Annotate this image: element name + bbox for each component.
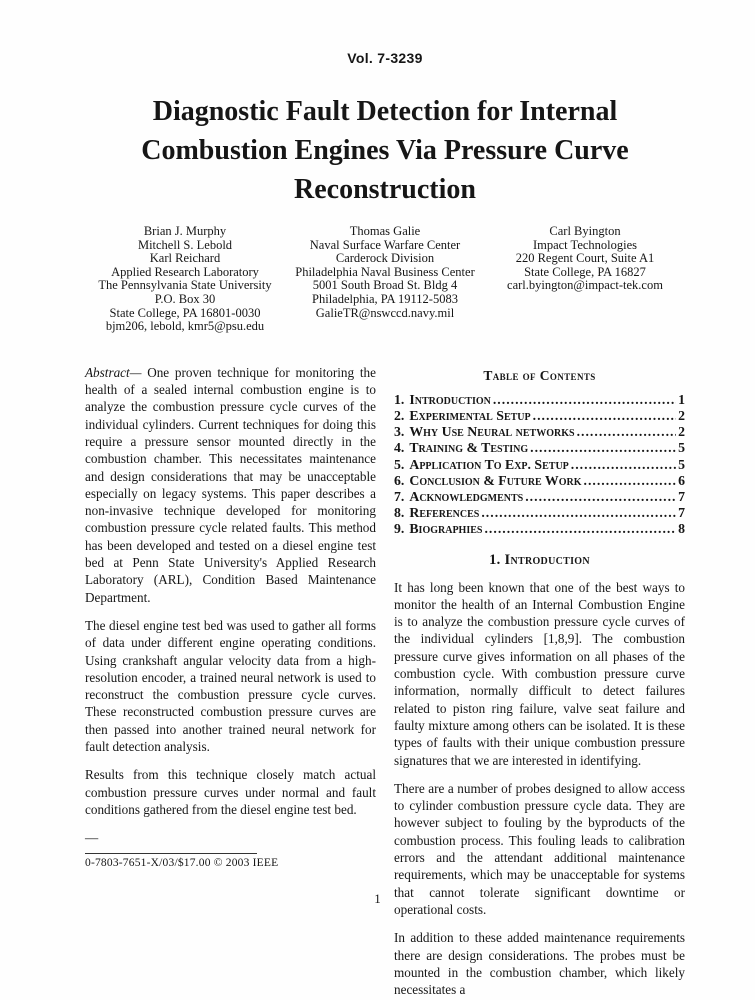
author-block-murphy	[85, 225, 285, 334]
abstract-end-dash: —	[85, 830, 99, 846]
toc-item	[394, 521, 685, 537]
footer-rule	[85, 853, 257, 854]
abstract-paragraph-2: The diesel engine test bed was used to gather all forms of data under different engine operating conditions. Using crankshaft angular velocity data from a high-resolution encoder, a trained neural network is used to reconstruct the combustion pressure cycle curves. These reconstructed combustion pressure curves are then passed into another trained neural network for fault detection analysis.	[85, 617, 376, 754]
author-line: Philadelphia, PA 19112-5083	[312, 291, 458, 306]
toc-item-page: 7	[678, 488, 685, 504]
toc-leader-dots	[577, 424, 677, 440]
author-line: Philadelphia Naval Business Center	[295, 264, 475, 279]
abstract-paragraph-1	[85, 364, 376, 606]
toc-item	[394, 505, 685, 521]
toc-leader-dots	[584, 473, 677, 489]
author-block-byington	[485, 225, 685, 334]
toc-leader-dots	[571, 457, 676, 473]
author-line: Naval Surface Warfare Center	[309, 237, 461, 252]
author-line: Karl Reichard	[149, 251, 221, 266]
intro-paragraph-2: There are a number of probes designed to allow access to cylinder combustion pressure cycle data. They are however subject to fouling by the byproducts of the combustion process. This fouling leads to calibration errors and the attendant additional maintenance requirements, which may be unacceptable for systems that cannot tolerate significant downtime or operational costs.	[394, 780, 685, 917]
author-line: Thomas Galie	[349, 224, 421, 238]
intro-heading: 1. Introduction	[489, 551, 590, 568]
toc-leader-dots	[481, 505, 676, 521]
toc-item-page: 5	[678, 456, 685, 472]
author-line: 5001 South Broad St. Bldg 4	[312, 278, 458, 293]
toc-item-number: 1.	[394, 391, 405, 407]
toc-item	[394, 408, 685, 424]
volume-label: Vol. 7-3239	[347, 50, 423, 66]
author-line: Mitchell S. Lebold	[137, 237, 233, 252]
toc-item-number: 8.	[394, 505, 405, 521]
author-line: State College, PA 16827	[524, 264, 646, 279]
toc-item-page: 1	[678, 391, 685, 407]
toc-item-page: 8	[678, 521, 685, 537]
intro-section	[394, 579, 685, 999]
author-line: State College, PA 16801-0030	[109, 305, 261, 320]
toc-item	[394, 489, 685, 505]
toc-item	[394, 457, 685, 473]
toc-item	[394, 424, 685, 440]
toc-item-label: References	[409, 505, 480, 521]
toc-item-page: 2	[678, 424, 685, 440]
toc-item	[394, 473, 685, 489]
toc-item-label: Why Use Neural networks	[409, 424, 575, 440]
toc-item-page: 5	[678, 440, 685, 456]
toc-item-page: 6	[678, 472, 685, 488]
author-block-galie	[285, 225, 485, 334]
author-line: The Pennsylvania State University	[98, 278, 272, 293]
intro-paragraph-3: In addition to these added maintenance requirements there are design considerations. The probes must be mounted in the combustion chamber, which likely necessitates a	[394, 930, 685, 998]
toc-item-number: 5.	[394, 456, 405, 472]
toc-item-label: Biographies	[409, 521, 483, 537]
toc-item-label: Introduction	[409, 391, 491, 407]
author-line: GalieTR@nswccd.navy.mil	[315, 305, 455, 320]
toc-leader-dots	[530, 440, 676, 456]
author-line: 220 Regent Court, Suite A1	[515, 251, 655, 266]
toc-leader-dots	[525, 489, 676, 505]
author-line: carl.byington@impact-tek.com	[507, 278, 663, 293]
toc-item-label: Application To Exp. Setup	[409, 456, 569, 472]
author-blocks	[85, 225, 685, 334]
toc-leader-dots	[484, 521, 676, 537]
toc-item-label: Acknowledgments	[409, 488, 524, 504]
author-line: Carderock Division	[335, 251, 435, 266]
toc-item-number: 3.	[394, 424, 405, 440]
abstract-text-1: One proven technique for monitoring the health of a sealed internal combustion engine is to analyze the combustion pressure cycle curves of the individual cylinders. Current techniques for doing this require a pressure sensor mounted directly in the combustion chamber. This necessitates maintenance and design considerations that may be unacceptable especially on legacy systems. This paper describes a non-invasive technique developed for monitoring combustion pressure cycle related faults. This method has been developed and tested on a diesel engine test bed at Penn State University's Applied Research Laboratory (ARL), Condition Based Maintenance Department.	[85, 364, 376, 605]
toc-leader-dots	[493, 392, 676, 408]
toc-item-number: 4.	[394, 440, 405, 456]
toc-item-page: 2	[678, 407, 685, 423]
intro-paragraph-1: It has long been known that one of the best ways to monitor the health of an Internal Combustion Engine is to analyze the combustion pressure cycle curves of the individual cylinders [1,8,9]. The combustion pressure curve gives information on all phases of the combustion cycle. With combustion pressure curve information, normally difficult to detect failures related to piston ring failure, valve seat failure and faulty mixture among others can be isolated. It is these types of faults with their unique combustion pressure signatures that we are interested in identifying.	[394, 579, 685, 768]
toc-item-number: 9.	[394, 521, 405, 537]
author-line: bjm206, lebold, kmr5@psu.edu	[105, 319, 265, 334]
paper-title: Diagnostic Fault Detection for Internal Combustion Engines Via Pressure Curve Reconstruction	[141, 96, 629, 205]
page-number: 1	[374, 891, 381, 906]
toc-item-number: 6.	[394, 472, 405, 488]
toc-item-label: Experimental Setup	[409, 407, 531, 423]
toc-item-label: Conclusion & Future Work	[409, 472, 582, 488]
author-line: Impact Technologies	[532, 237, 638, 252]
author-line: Carl Byington	[549, 224, 621, 238]
abstract-lead: Abstract—	[85, 364, 142, 380]
toc-heading: Table of Contents	[483, 367, 596, 383]
author-line: Applied Research Laboratory	[111, 264, 259, 279]
toc-item	[394, 440, 685, 456]
toc-item	[394, 392, 685, 408]
toc-list	[394, 392, 685, 538]
toc-leader-dots	[533, 408, 676, 424]
toc-item-number: 7.	[394, 488, 405, 504]
toc-item-number: 2.	[394, 407, 405, 423]
author-line: Brian J. Murphy	[143, 224, 227, 238]
toc-item-label: Training & Testing	[409, 440, 529, 456]
abstract-paragraph-3: Results from this technique closely match actual combustion pressure curves under normal and fault conditions gathered from the diesel engine test bed.	[85, 767, 376, 817]
toc-item-page: 7	[678, 505, 685, 521]
copyright-notice: 0-7803-7651-X/03/$17.00 © 2003 IEEE	[85, 857, 279, 869]
author-line: P.O. Box 30	[154, 291, 216, 306]
footer-note	[85, 853, 385, 869]
